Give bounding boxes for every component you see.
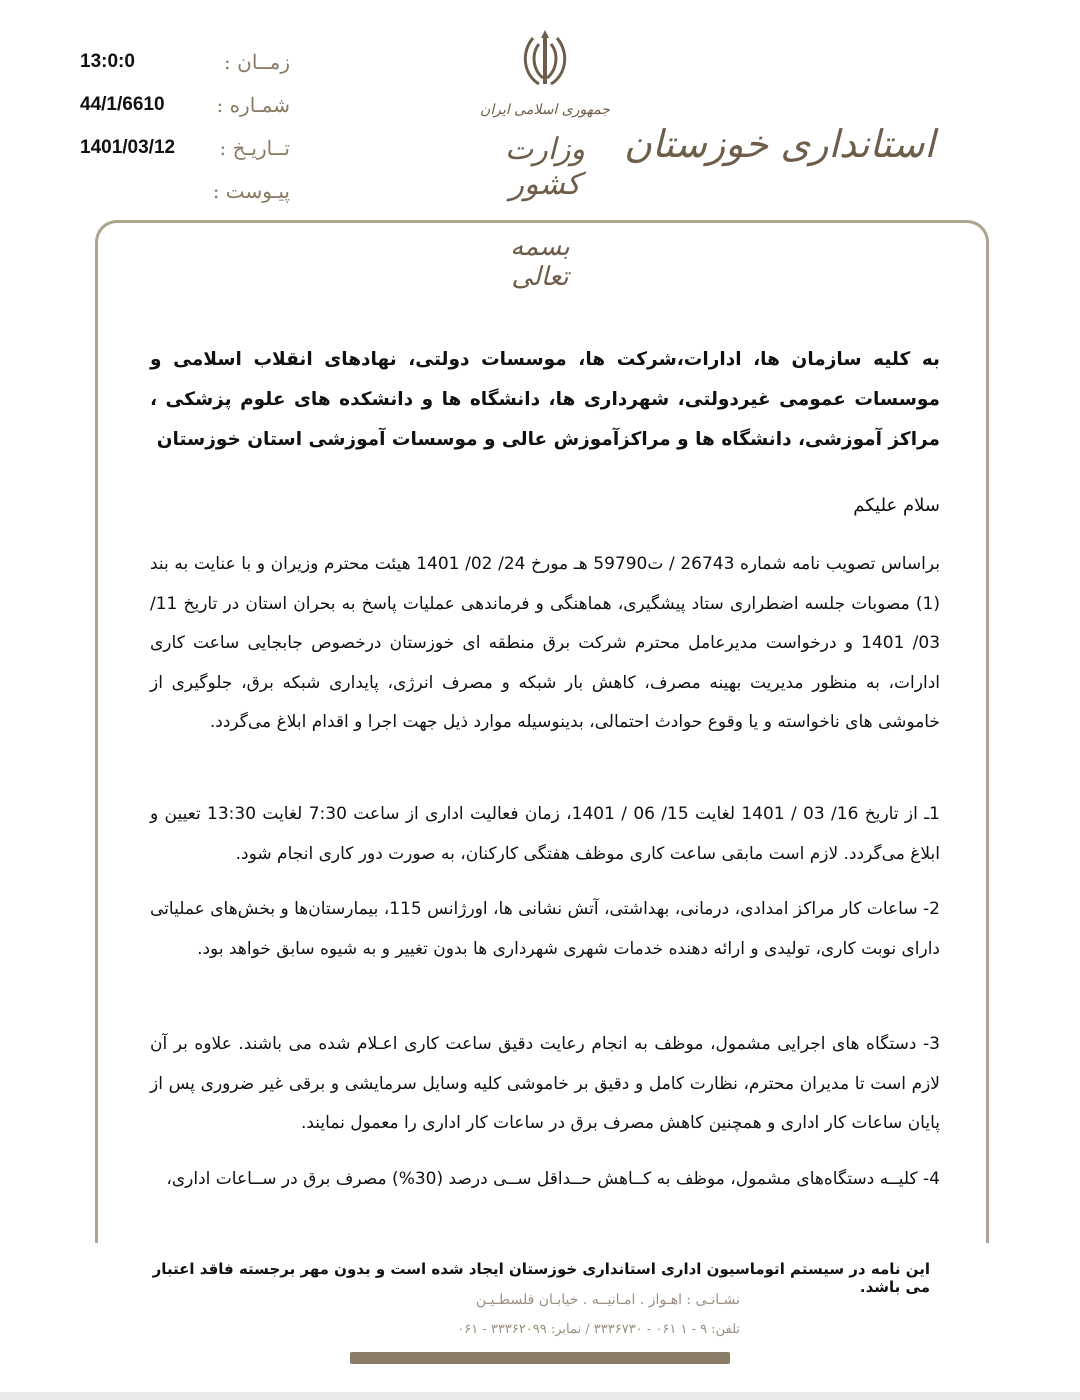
governorate-title: استانداری خوزستان: [624, 122, 935, 166]
letter-paragraph: 1ـ از تاریخ 16/ 03 / 1401 لغایت 15/ 06 / 1401، زمان فعالیت اداری از ساعت 7:30 لغایت 13:30 تعیین و ابلاغ می‌گردد. لازم است مابقی ساعت کاری موظف هفتگی کارکنان، به صورت دور کاری انجام شود.: [150, 804, 940, 864]
meta-label: پيـوست :: [212, 178, 290, 203]
meta-value: 44/1/6610: [80, 93, 165, 115]
page-edge: [0, 1392, 1080, 1400]
letter-paragraph: براساس تصویب نامه شماره 26743 / ت59790 هـ مورخ 24/ 02/ 1401 هیئت محترم وزیران و با عنایت به بند (1) مصوبات جلسه اضطراری ستاد پیشگیری، هماهنگی و فرماندهی عملیات پاسخ به بحران استان در تاریخ 11/ 03/ 1401 و درخواست مدیرعامل محترم شرکت برق منطقه ای خوزستان درخصوص جابجایی ساعت کاری ادارات، به منظور مدیریت بهینه مصرف، کاهش بار شبکه و مصرف انرژی، پایداری شبکه برق، جلوگیری از خاموشی های ناخواسته و یا وقوع حوادث احتمالی، بدینوسیله موارد ذیل جهت اجرا و اقدام ابلاغ می‌گردد.: [150, 554, 941, 732]
automation-notice: این نامه در سیستم اتوماسیون اداری استانداری خوزستان ایجاد شده است و بدون مهر برجسته فاقد اعتبار می باشد.: [152, 1260, 930, 1296]
footer-bar: [350, 1352, 730, 1364]
iran-emblem-icon: [519, 30, 571, 92]
meta-label: شمـاره :: [216, 92, 290, 117]
meta-time: [60, 40, 290, 83]
meta-date: [60, 126, 290, 169]
letter-meta: [60, 40, 290, 212]
meta-attachment: [60, 169, 290, 212]
meta-value: 13:0:0: [80, 50, 135, 72]
letter-paragraph: 4- کلیــه دستگاه‌های مشمول، موظف به کــاهش حــداقل ســی درصد (30%) مصرف برق در ســاعات اداری،: [166, 1169, 940, 1189]
letter-paragraph: 2- ساعات کار مراکز امدادی، درمانی، بهداشتی، آتش نشانی ها، اورژانس 115، بیمارستان‌ها و بخش‌های عملیاتی دارای نوبت کاری، تولیدی و ارائه دهنده خدمات شهری شهرداری ها بدون تغییر و به شیوه سابق خواهد بود.: [150, 899, 940, 959]
bismillah: بسمه تعالی: [510, 232, 570, 292]
republic-title: جمهوری اسلامی ایران: [480, 102, 610, 118]
meta-label: زمــان :: [224, 49, 290, 74]
letter-salutation: سلام علیکم: [853, 495, 940, 516]
letter-recipient: به کلیه سازمان ها، ادارات،شرکت ها، موسسات دولتی، نهادهای انقلاب اسلامی و موسسات عمومی غیردولتی، شهرداری ها، دانشگاه ها و دانشکده های علوم پزشکی ، مراکز آموزشی، دانشگاه ها و مراکزآموزش عالی و موسسات آموزشی استان خوزستان: [150, 349, 940, 450]
footer-phone: تلفن: ۹ - ۱ ۰۶۱ - ۳۳۳۶۷۳۰ / نمابر: ۳۳۳۶۲۰۹۹ - ۰۶۱: [457, 1322, 740, 1337]
letter-paragraph: 3- دستگاه های اجرایی مشمول، موظف به انجام رعایت دقیق ساعت کاری اعـلام شده می باشند. علاوه بر آن لازم است تا مدیران محترم، نظارت کامل و دقیق بر خاموشی کلیه وسایل سرمایشی و برقی غیر ضروری پس از پایان ساعات کار اداری و همچنین کاهش مصرف برق در ساعات کار اداری را معمول نمایند.: [150, 1034, 940, 1133]
meta-value: 1401/03/12: [80, 136, 176, 158]
ministry-emblem-block: [470, 30, 620, 200]
ministry-title: وزارت کشور: [504, 132, 586, 202]
meta-number: [60, 83, 290, 126]
meta-label: تــاريـخ :: [219, 135, 290, 160]
footer-address: نشـانـی : اهـواز . امـانیــه . خیابـان فلسطـیـن: [475, 1292, 740, 1308]
